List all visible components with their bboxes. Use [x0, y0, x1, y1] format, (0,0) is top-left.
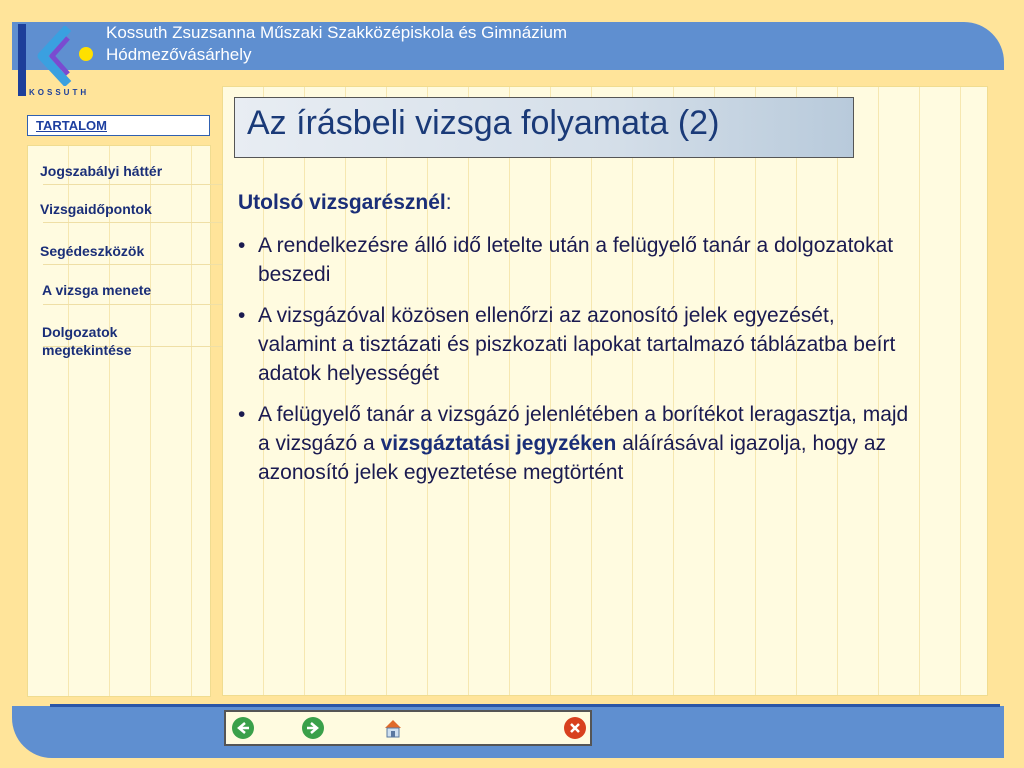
bullet-text: A rendelkezésre álló idő letelte után a felügyelő tanár a dolgozatokat beszedi	[258, 234, 894, 286]
close-icon[interactable]	[564, 717, 586, 739]
logo-k-icon	[28, 26, 72, 86]
forward-arrow-icon[interactable]	[302, 717, 324, 739]
back-arrow-icon[interactable]	[232, 717, 254, 739]
sidebar-divider	[43, 264, 228, 265]
bullet-dot: •	[238, 234, 246, 257]
bullet-dot: •	[238, 304, 246, 327]
sidebar-item-dolgozatok-megtekintese[interactable]: Dolgozatok megtekintése	[42, 324, 132, 358]
sidebar-item-vizsgaidopontok[interactable]: Vizsgaidőpontok	[40, 201, 152, 217]
logo-text: KOSSUTH	[29, 88, 90, 97]
logo-bar	[18, 24, 26, 96]
sidebar-header	[27, 115, 210, 136]
list-item	[238, 231, 918, 289]
bullet-text-after: aláírásával igazolja, hogy az azonosító jelek egyeztetése megtörtént	[258, 432, 887, 484]
sidebar-divider	[43, 184, 228, 185]
school-name-line2: Hódmezővásárhely	[106, 45, 252, 64]
sidebar-panel	[27, 145, 211, 697]
school-name-line1: Kossuth Zsuzsanna Műszaki Szakközépiskola és Gimnázium	[106, 23, 568, 42]
logo-dot-icon	[78, 46, 94, 62]
school-name	[106, 22, 567, 66]
sidebar-title-link[interactable]: TARTALOM	[36, 118, 107, 133]
sidebar-item-a-vizsga-menete[interactable]: A vizsga menete	[42, 282, 152, 298]
bullet-dot: •	[238, 403, 246, 426]
slide-title: Az írásbeli vizsga folyamata (2)	[247, 104, 720, 142]
footer-line	[50, 704, 1000, 707]
kossuth-logo	[10, 20, 110, 102]
lead-label: Utolsó vizsgarésznél	[238, 191, 446, 214]
lead-suffix: :	[445, 191, 452, 214]
slide-title-box	[234, 97, 854, 158]
home-icon[interactable]	[382, 717, 404, 739]
bullet-text-before: A felügyelő tanár a vizsgázó jelenlétében a borítékot leragasztja, majd a vizsgázó a	[258, 403, 909, 455]
navigation-bar	[224, 710, 592, 746]
slide-body	[238, 188, 918, 499]
lead-text	[238, 188, 918, 217]
list-item	[238, 400, 918, 487]
sidebar-item-jogszabalyi-hatter[interactable]: Jogszabályi háttér	[40, 163, 163, 179]
list-item	[238, 301, 918, 388]
sidebar-item-segedeszkozok[interactable]: Segédeszközök	[40, 243, 145, 259]
sidebar-divider	[43, 304, 228, 305]
bullet-text: A vizsgázóval közösen ellenőrzi az azonosító jelek egyezését, valamint a tisztázati és piszkozati lapokat tartalmazó táblázatba beírt adatok helyességét	[258, 304, 896, 385]
bullet-text-bold: vizsgáztatási jegyzéken	[380, 432, 617, 455]
sidebar-divider	[43, 222, 228, 223]
